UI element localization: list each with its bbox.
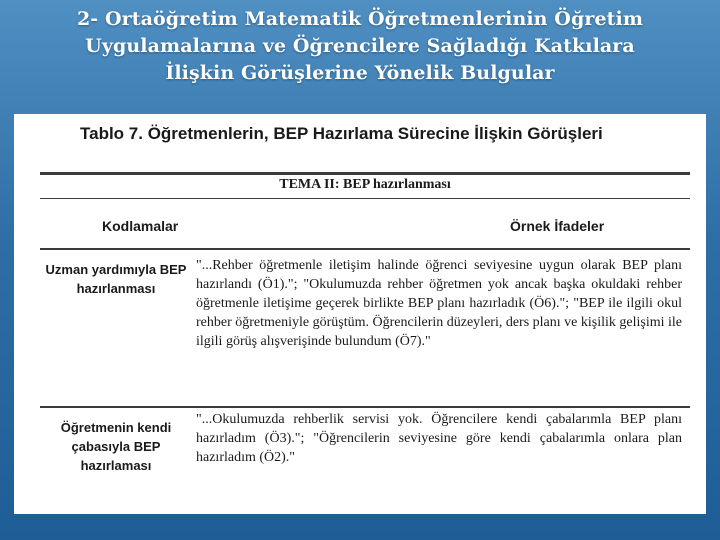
table-caption: Tablo 7. Öğretmenlerin, BEP Hazırlama Sürecine İlişkin Görüşleri <box>80 124 603 143</box>
table-document <box>14 114 706 514</box>
slide-title-line-2: Uygulamalarına ve Öğrencilere Sağladığı Katkılara <box>85 35 635 57</box>
row-2-code: Öğretmenin kendi çabasıyla BEP hazırlaması <box>60 420 172 473</box>
header-rule <box>40 248 690 250</box>
slide-title-line-1: 2- Ortaöğretim Matematik Öğretmenlerinin Öğretim <box>76 8 644 30</box>
column-header-codes: Kodlamalar <box>102 218 179 234</box>
row-rule <box>40 406 690 408</box>
slide-title-line-3: İlişkin Görüşlerine Yönelik Bulgular <box>165 62 555 84</box>
row-1-code: Uzman yardımıyla BEP hazırlanması <box>45 262 187 296</box>
slide-title <box>0 6 720 87</box>
theme-rule <box>40 198 690 199</box>
top-rule <box>40 172 690 175</box>
row-2-example: "...Okulumuzda rehberlik servisi yok. Öğrencilere kendi çabalarımla BEP planı hazırladım (Ö3)."; "Öğrencilerin seviyesine göre kendi çabalarımla onlara plan hazırladım (Ö2)." <box>196 412 682 465</box>
column-header-examples: Örnek İfadeler <box>510 218 605 234</box>
theme-heading: TEMA II: BEP hazırlanması <box>279 177 451 192</box>
row-1-example: "...Rehber öğretmenle iletişim halinde öğrenci seviyesine uygun olarak BEP planı hazırlandı (Ö1)."; "Okulumuzda rehber öğretmen yok ancak başka okuldaki rehber öğretmenle iletişime geçerek birlikte BEP planı hazırladık (Ö6)."; "BEP ile ilgili okul rehber öğretmeniyle görüştüm. Öğrencilerin düzeyleri, ders planı ve kişilik gelişimi ile ilgili görüş alışverişinde bulundum (Ö7)." <box>196 258 682 349</box>
